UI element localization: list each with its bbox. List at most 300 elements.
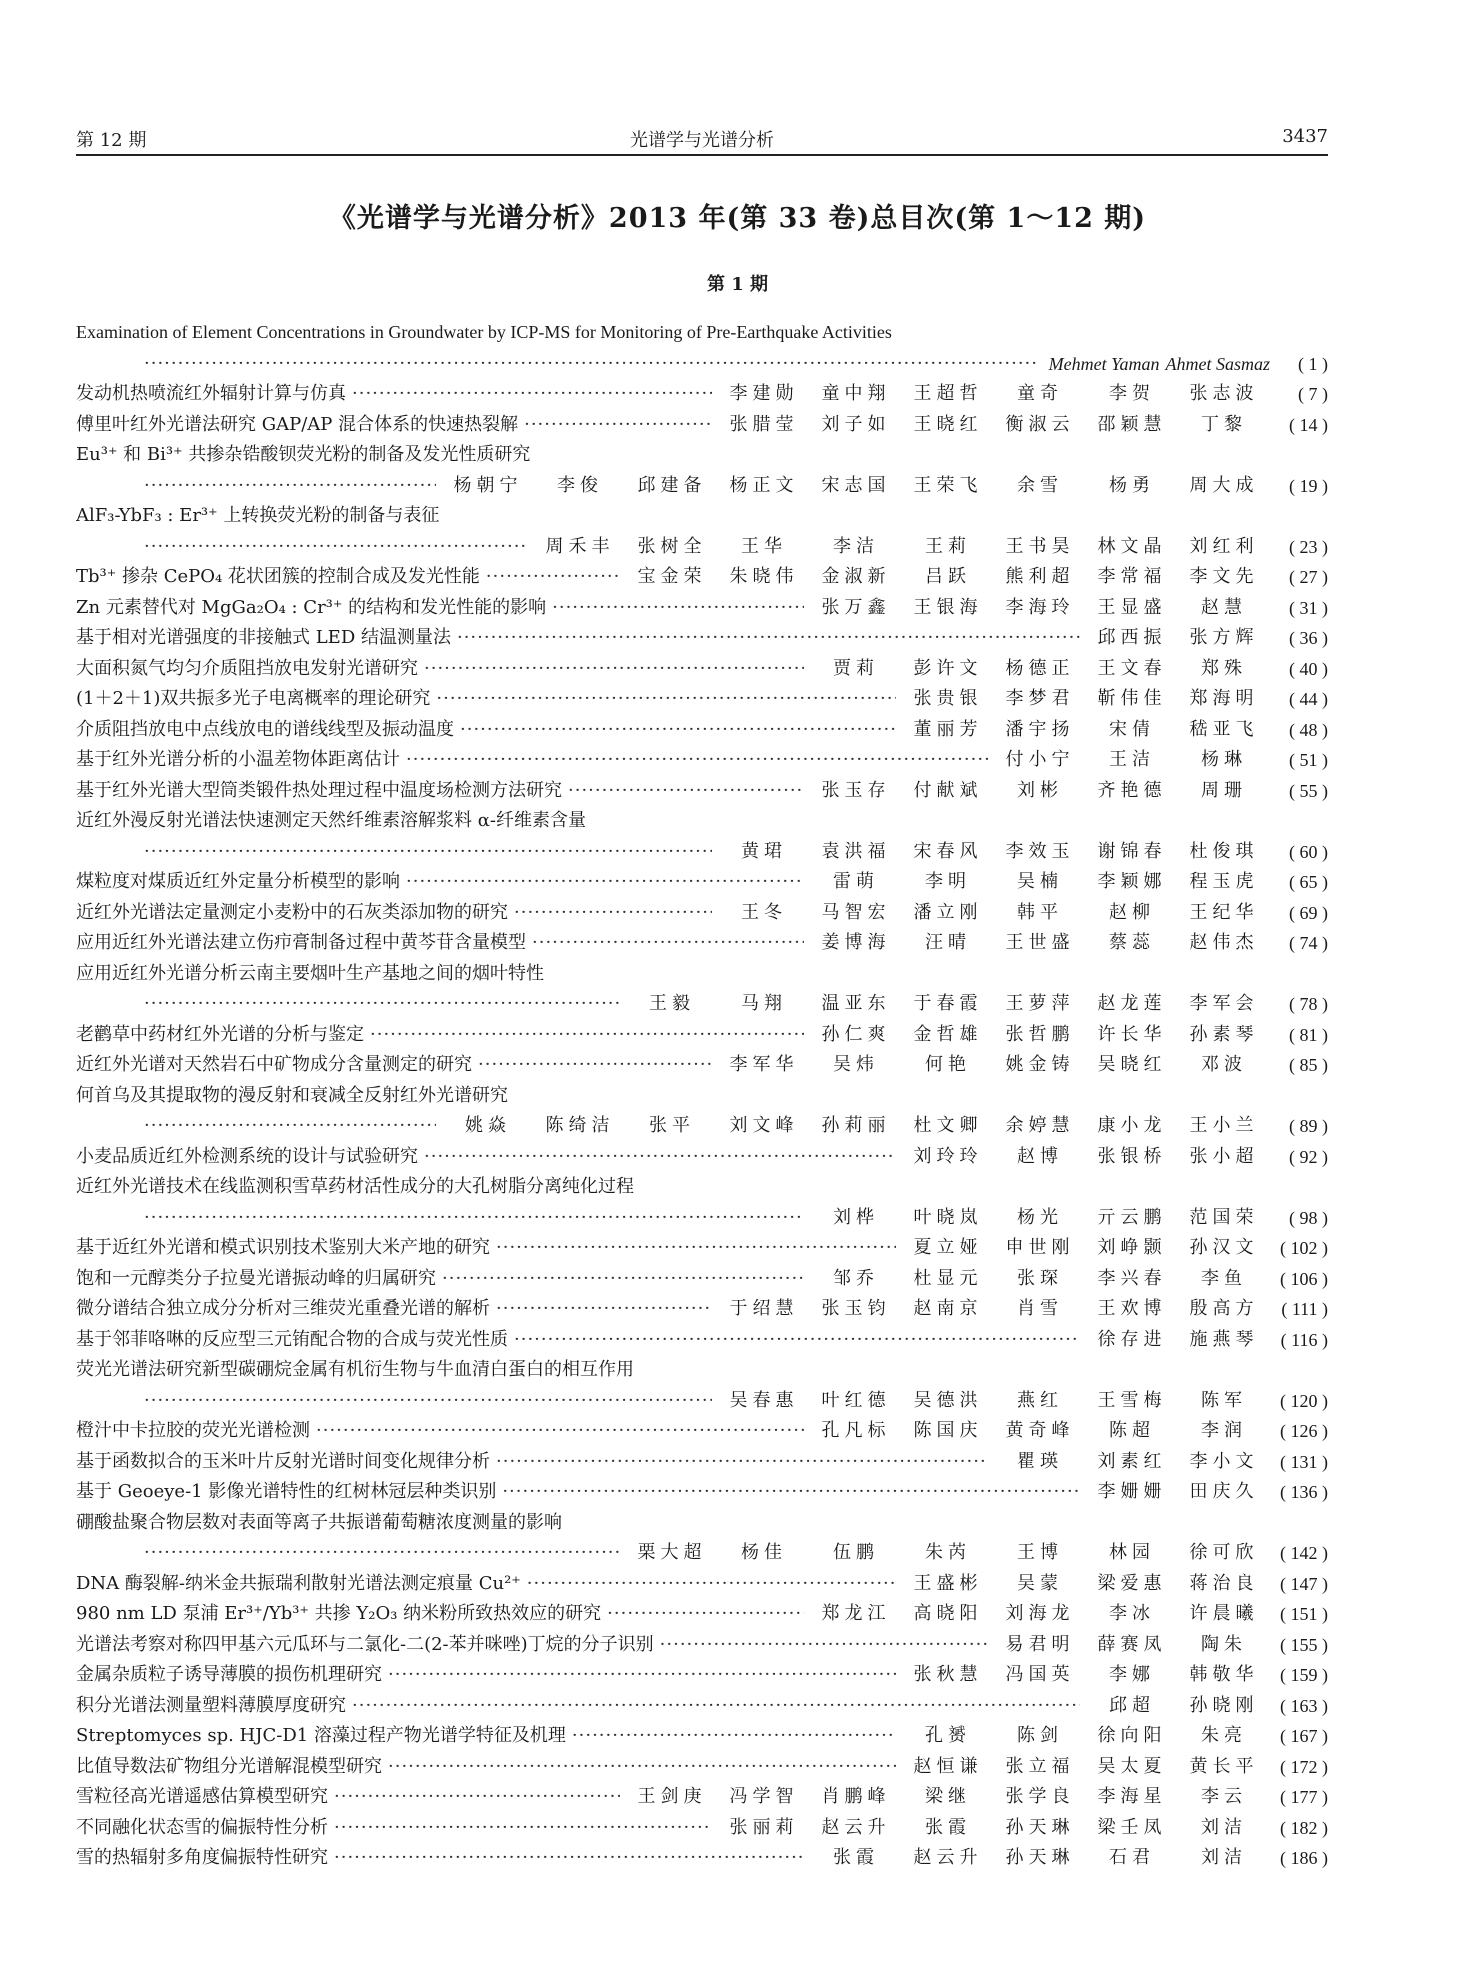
entry-title: 近红外光谱技术在线监测积雪草药材活性成分的大孔树脂分离纯化过程: [76, 1176, 634, 1197]
author-name: 赵恒谦: [913, 1755, 983, 1777]
entry-page: ( 92 ): [1289, 1146, 1328, 1167]
author-name: 刘彬: [1017, 779, 1063, 801]
toc-entry[interactable]: [76, 1569, 1328, 1600]
toc-entry[interactable]: [76, 501, 1328, 562]
author-name: 郑龙江: [821, 1603, 891, 1624]
toc-entry[interactable]: [76, 623, 1328, 654]
author-name: 丁黎: [1201, 413, 1247, 435]
toc-entry[interactable]: [76, 1264, 1328, 1295]
author-name: 张丽莉: [729, 1816, 799, 1838]
author-name: 张小超: [1189, 1145, 1259, 1167]
author-name: 叶红德: [821, 1389, 891, 1411]
entry-authors: [994, 1630, 1270, 1661]
toc-entry[interactable]: [76, 379, 1328, 410]
author-name: 张腊莹: [729, 413, 799, 435]
entry-authors: [1086, 1691, 1270, 1722]
author-name: 田庆久: [1189, 1481, 1259, 1502]
leader-dots: [424, 1142, 896, 1173]
entry-page: ( 27 ): [1289, 567, 1328, 587]
author-name: 刘海龙: [1005, 1603, 1075, 1624]
entry-authors: [810, 1203, 1270, 1234]
author-name: 陈绮洁: [545, 1115, 615, 1136]
author-name: 吴炜: [833, 1054, 879, 1075]
author-name: 姚金铸: [1005, 1054, 1075, 1075]
author-name: 杨正文: [729, 474, 799, 496]
author-name: 杨佳: [741, 1542, 787, 1563]
leader-dots: [144, 532, 528, 563]
entry-page: ( 136 ): [1280, 1482, 1328, 1502]
author-name: 李兴春: [1097, 1267, 1167, 1289]
leader-dots: [568, 776, 804, 807]
leader-dots: [144, 1386, 712, 1417]
toc-entry[interactable]: [76, 1325, 1328, 1356]
entry-title: 光谱法考察对称四甲基六元瓜环与二氯化-二(2-苯并咪唑)丁烷的分子识别: [76, 1633, 654, 1655]
entry-page: ( 69 ): [1289, 902, 1328, 923]
toc-entry[interactable]: [76, 1355, 1328, 1416]
author-name: 贾莉: [833, 657, 879, 679]
author-name: 孙天琳: [1005, 1847, 1075, 1868]
author-name: 张立福: [1005, 1755, 1075, 1777]
toc-entry[interactable]: [76, 1813, 1328, 1844]
author-name: 金淑新: [821, 566, 891, 587]
author-name: 杨朝宁: [453, 474, 523, 496]
author-name: 熊利超: [1005, 566, 1075, 587]
entry-title: DNA 酶裂解-纳米金共振瑞利散射光谱法测定痕量 Cu²⁺: [76, 1572, 521, 1594]
author-name: 张银桥: [1097, 1145, 1167, 1167]
entry-title: 近红外光谱对天然岩石中矿物成分含量测定的研究: [76, 1054, 472, 1075]
author-name: 黄珺: [741, 840, 787, 862]
author-name: 王文春: [1097, 657, 1167, 679]
entry-authors: [994, 745, 1270, 776]
author-name: 李军会: [1189, 993, 1259, 1014]
author-name: 靳伟佳: [1097, 688, 1167, 709]
author-name: 李明: [925, 871, 971, 892]
entry-authors: [810, 593, 1270, 624]
entry-authors: [442, 1111, 1270, 1142]
author-name: 余婷慧: [1005, 1115, 1075, 1136]
author-name: 杨勇: [1109, 474, 1155, 496]
author-name: 付小宁: [1005, 749, 1075, 770]
leader-dots: [144, 837, 712, 868]
toc-entry[interactable]: [76, 1416, 1328, 1447]
entry-authors: [1086, 1477, 1270, 1508]
entry-title: 何首乌及其提取物的漫反射和衰减全反射红外光谱研究: [76, 1084, 508, 1106]
author-name: 王冬: [741, 901, 787, 923]
toc-entry[interactable]: [76, 1447, 1328, 1478]
entry-title: 基于红外光谱分析的小温差物体距离估计: [76, 749, 400, 770]
author-name: 易君明: [1005, 1633, 1075, 1655]
author-name: 张志波: [1189, 383, 1259, 404]
author-name: 李梦君: [1005, 688, 1075, 709]
author-name: 孙晓刚: [1189, 1694, 1259, 1716]
entry-authors: [718, 410, 1270, 441]
entry-page: ( 55 ): [1289, 780, 1328, 801]
entry-authors: [902, 1660, 1270, 1691]
author-name: 李建勋: [729, 383, 799, 404]
author-name: 王纪华: [1189, 901, 1259, 923]
toc-entry[interactable]: [76, 1599, 1328, 1630]
author-name: 朱晓伟: [729, 566, 799, 587]
author-name: 于绍慧: [729, 1298, 799, 1319]
author-name: 王盛彬: [913, 1572, 983, 1594]
author-name: 张贵银: [913, 688, 983, 709]
entry-title: 近红外光谱法定量测定小麦粉中的石灰类添加物的研究: [76, 901, 508, 923]
author-name: 刘素红: [1097, 1450, 1167, 1472]
entry-page: ( 167 ): [1280, 1726, 1328, 1746]
author-name: 潘立刚: [913, 901, 983, 923]
author-name: 吴晓红: [1097, 1054, 1167, 1075]
author-name: 杜俊琪: [1189, 840, 1259, 862]
author-name: 余雪: [1017, 474, 1063, 496]
entry-page: ( 51 ): [1289, 750, 1328, 770]
author-name: 李小文: [1189, 1450, 1259, 1472]
author-name: 邱超: [1109, 1694, 1155, 1716]
page-number: 3437: [1282, 126, 1328, 147]
entry-page: ( 151 ): [1280, 1604, 1328, 1624]
author-name: 刘洁: [1201, 1847, 1247, 1868]
author-name: 王超哲: [913, 383, 983, 404]
author-name: 陈军: [1201, 1389, 1247, 1411]
entry-page: ( 36 ): [1289, 628, 1328, 648]
author-name: 李颖娜: [1097, 871, 1167, 892]
author-name: 郑海明: [1189, 688, 1259, 709]
entry-authors: [810, 1416, 1270, 1447]
author-name: 付献斌: [913, 779, 983, 801]
toc-entry[interactable]: [76, 898, 1328, 929]
author-name: 陈国庆: [913, 1420, 983, 1441]
author-name: 马智宏: [821, 901, 891, 923]
entry-page: ( 142 ): [1280, 1543, 1328, 1563]
entry-title: 基于红外光谱大型筒类锻件热处理过程中温度场检测方法研究: [76, 779, 562, 801]
entry-authors: [1086, 1325, 1270, 1356]
author-name: 王雪梅: [1097, 1389, 1167, 1411]
toc-entry[interactable]: [76, 806, 1328, 867]
toc-entry[interactable]: [76, 1172, 1328, 1233]
toc-entry[interactable]: [76, 1508, 1328, 1569]
entry-authors: [902, 1752, 1270, 1783]
author-name: 孙天琳: [1005, 1816, 1075, 1838]
toc-entry[interactable]: [76, 928, 1328, 959]
author-name: 王剑庚: [637, 1786, 707, 1807]
author-name: 李冰: [1109, 1603, 1155, 1624]
entry-authors: [718, 1050, 1270, 1081]
leader-dots: [370, 1020, 804, 1051]
entry-page: ( 131 ): [1280, 1451, 1328, 1472]
toc-entry[interactable]: [76, 562, 1328, 593]
author-name: 何艳: [925, 1054, 971, 1075]
leader-dots: [406, 745, 988, 776]
entry-title: 基于 Geoeye-1 影像光谱特性的红树林冠层种类识别: [76, 1481, 497, 1502]
author-name: 姜博海: [821, 932, 891, 953]
leader-dots: [607, 1599, 804, 1630]
entry-authors: [810, 867, 1270, 898]
entry-title: 基于函数拟合的玉米叶片反射光谱时间变化规律分析: [76, 1450, 490, 1472]
author-name: 周大成: [1189, 474, 1259, 496]
author-name: 王显盛: [1097, 596, 1167, 618]
toc-entry[interactable]: [76, 440, 1328, 501]
author-name: 李娜: [1109, 1664, 1155, 1685]
author-name: 孔凡标: [821, 1420, 891, 1441]
leader-dots: [144, 1538, 620, 1569]
issue-number: 第 12 期: [76, 130, 147, 151]
toc-entry[interactable]: [76, 1721, 1328, 1752]
author-name: 赵云升: [821, 1816, 891, 1838]
author-name: 黄长平: [1189, 1755, 1259, 1777]
leader-dots: [514, 898, 712, 929]
author-name: 李润: [1201, 1420, 1247, 1441]
author-name: 刘峥颢: [1097, 1237, 1167, 1258]
toc-entry[interactable]: [76, 745, 1328, 776]
entry-page: ( 1 ): [1298, 353, 1328, 374]
author-name: 刘红利: [1189, 535, 1259, 557]
author-name: 张秋慧: [913, 1664, 983, 1685]
author-name: 张霞: [925, 1816, 971, 1838]
leader-dots: [144, 471, 436, 502]
leader-dots: [552, 593, 804, 624]
entry-title: 小麦品质近红外检测系统的设计与试验研究: [76, 1145, 418, 1167]
author-name: 梁爱惠: [1097, 1572, 1167, 1594]
entry-title: 荧光光谱法研究新型碳硼烷金属有机衍生物与牛血清白蛋白的相互作用: [76, 1359, 634, 1380]
toc-entry[interactable]: [76, 1752, 1328, 1783]
toc-entry[interactable]: [76, 1020, 1328, 1051]
running-header: [76, 118, 1328, 156]
author-name: 邓波: [1201, 1054, 1247, 1075]
author-name: 刘洁: [1201, 1816, 1247, 1838]
author-name: 林文晶: [1097, 535, 1167, 557]
toc-entry[interactable]: [76, 684, 1328, 715]
author-name: 李文先: [1189, 566, 1259, 587]
entry-authors: [902, 684, 1270, 715]
author-name: 赵云升: [913, 1847, 983, 1868]
entry-page: ( 44 ): [1289, 689, 1328, 709]
entry-title: 饱和一元醇类分子拉曼光谱振动峰的归属研究: [76, 1267, 436, 1289]
toc-entry[interactable]: [76, 317, 1328, 379]
author-name: 周珊: [1201, 779, 1247, 801]
author-name: 刘子如: [821, 413, 891, 435]
entry-page: ( 172 ): [1280, 1756, 1328, 1777]
entry-page: ( 40 ): [1289, 658, 1328, 679]
author-name: 李海星: [1097, 1786, 1167, 1807]
author-name: 齐艳德: [1097, 779, 1167, 801]
entry-title: 980 nm LD 泵浦 Er³⁺/Yb³⁺ 共掺 Y₂O₃ 纳米粉所致热效应的研究: [76, 1603, 602, 1624]
leader-dots: [572, 1721, 896, 1752]
entry-title: 发动机热喷流红外辐射计算与仿真: [76, 383, 346, 404]
toc-entry[interactable]: [76, 654, 1328, 685]
author-name: 邹乔: [833, 1267, 879, 1289]
toc-entry[interactable]: [76, 776, 1328, 807]
entry-authors: [810, 928, 1270, 959]
author-name: 邵颖慧: [1097, 413, 1167, 435]
entry-page: ( 78 ): [1289, 994, 1328, 1014]
author-name: 孙仁爽: [821, 1023, 891, 1045]
author-name: 杜显元: [913, 1267, 983, 1289]
author-name: 刘文峰: [729, 1115, 799, 1136]
leader-dots: [436, 684, 896, 715]
entry-title: 基于近红外光谱和模式识别技术鉴别大米产地的研究: [76, 1237, 490, 1258]
toc-entry[interactable]: [76, 1233, 1328, 1264]
entry-authors: [534, 532, 1270, 563]
leader-dots: [460, 715, 896, 746]
leader-dots: [532, 928, 804, 959]
entry-authors: [902, 1721, 1270, 1752]
author-name: 王荣飞: [913, 474, 983, 496]
author-name: 张树全: [637, 535, 707, 557]
author-name: 张学良: [1005, 1786, 1075, 1807]
entry-page: ( 159 ): [1280, 1665, 1328, 1685]
entry-title: Tb³⁺ 掺杂 CePO₄ 花状团簇的控制合成及发光性能: [76, 566, 480, 587]
leader-dots: [457, 623, 1080, 654]
author-name: 宋倩: [1109, 718, 1155, 740]
entry-page: ( 155 ): [1280, 1634, 1328, 1655]
toc-entry[interactable]: [76, 1630, 1328, 1661]
entry-authors: [902, 715, 1270, 746]
author-name: 嵇亚飞: [1189, 718, 1259, 740]
entry-page: ( 111 ): [1281, 1299, 1328, 1319]
author-name: 赵慧: [1201, 596, 1247, 618]
entry-page: ( 65 ): [1289, 872, 1328, 892]
entry-title: 应用近红外光谱法建立伤疖膏制备过程中黄芩苷含量模型: [76, 932, 526, 953]
author-name: 吴蒙: [1017, 1572, 1063, 1594]
toc-entry[interactable]: [76, 1843, 1328, 1874]
author-name: 周禾丰: [545, 535, 615, 557]
leader-dots: [442, 1264, 804, 1295]
author-name: 陈剑: [1017, 1725, 1063, 1746]
author-name: 李军华: [729, 1054, 799, 1075]
author-name: 徐向阳: [1097, 1725, 1167, 1746]
leader-dots: [406, 867, 804, 898]
author-name: Mehmet Yaman: [1048, 353, 1160, 374]
author-name: 朱芮: [925, 1542, 971, 1563]
author-name: 吴楠: [1017, 871, 1063, 892]
entry-title: 硼酸盐聚合物层数对表面等离子共振谱葡萄糖浓度测量的影响: [76, 1511, 562, 1533]
author-name: 宋春风: [913, 840, 983, 862]
toc-entry[interactable]: [76, 715, 1328, 746]
author-name: 张哲鹏: [1005, 1023, 1075, 1045]
author-name: 栗大超: [637, 1542, 707, 1563]
leader-dots: [144, 1111, 436, 1142]
toc-entry[interactable]: [76, 1081, 1328, 1142]
leader-dots: [502, 1477, 1080, 1508]
author-name: 吴春惠: [729, 1389, 799, 1411]
author-name: 朱亮: [1201, 1725, 1247, 1746]
author-name: 梁壬凤: [1097, 1816, 1167, 1838]
entry-page: ( 102 ): [1280, 1238, 1328, 1258]
entry-page: ( 147 ): [1280, 1573, 1328, 1594]
entry-page: ( 23 ): [1289, 536, 1328, 557]
author-name: 程玉虎: [1189, 871, 1259, 892]
entry-authors: [810, 1264, 1270, 1295]
toc-entry[interactable]: [76, 1294, 1328, 1325]
entry-authors: [626, 1538, 1270, 1569]
author-name: 赵伟杰: [1189, 932, 1259, 953]
entry-title: 积分光谱法测量塑料薄膜厚度研究: [76, 1694, 346, 1716]
leader-dots: [334, 1782, 620, 1813]
entry-authors: [902, 1569, 1270, 1600]
toc-entry[interactable]: [76, 1782, 1328, 1813]
author-name: 杨德正: [1005, 657, 1075, 679]
author-name: 杜文卿: [913, 1115, 983, 1136]
author-name: 马翔: [741, 993, 787, 1014]
entry-page: ( 120 ): [1280, 1390, 1328, 1411]
author-name: 瞿瑛: [1017, 1450, 1063, 1472]
author-name: 林园: [1109, 1542, 1155, 1563]
author-name: 张琛: [1017, 1267, 1063, 1289]
leader-dots: [486, 562, 620, 593]
author-name: 陈超: [1109, 1420, 1155, 1441]
toc-entry[interactable]: [76, 1477, 1328, 1508]
author-name: 蔡蕊: [1109, 932, 1155, 953]
author-name: 郑殊: [1201, 657, 1247, 679]
author-name: 肖鹏峰: [821, 1786, 891, 1807]
toc-entry[interactable]: [76, 593, 1328, 624]
entry-authors: [718, 379, 1270, 410]
leader-dots: [496, 1447, 988, 1478]
author-name: 彭许文: [913, 657, 983, 679]
author-name: 亓云鹏: [1097, 1206, 1167, 1228]
entry-page: ( 60 ): [1289, 841, 1328, 862]
leader-dots: [316, 1416, 804, 1447]
author-name: 李海玲: [1005, 596, 1075, 618]
author-name: 宋志国: [821, 474, 891, 496]
toc-entry[interactable]: [76, 1050, 1328, 1081]
entry-title: 介质阻挡放电中点线放电的谱线线型及振动温度: [76, 718, 454, 740]
author-name: 王洁: [1109, 749, 1155, 770]
entry-authors: [626, 1782, 1270, 1813]
author-name: 王华: [741, 535, 787, 557]
author-name: 赵南京: [913, 1298, 983, 1319]
author-name: 冯学智: [729, 1786, 799, 1807]
author-name: 蒋治良: [1189, 1572, 1259, 1594]
author-name: 韩敬华: [1189, 1664, 1259, 1685]
page-title: 《光谱学与光谱分析》2013 年(第 33 卷)总目次(第 1～12 期): [328, 203, 1147, 234]
entry-authors: [994, 1447, 1270, 1478]
entry-page: ( 89 ): [1289, 1116, 1328, 1136]
author-name: 夏立娅: [913, 1237, 983, 1258]
toc-entry[interactable]: [76, 410, 1328, 441]
author-name: 潘宇扬: [1005, 718, 1075, 740]
toc-entry[interactable]: [76, 1660, 1328, 1691]
author-name: 童奇: [1017, 383, 1063, 404]
toc-entry[interactable]: [76, 1142, 1328, 1173]
journal-name: 光谱学与光谱分析: [630, 130, 774, 151]
author-name: 赵博: [1017, 1145, 1063, 1167]
toc-entry[interactable]: [76, 867, 1328, 898]
entry-title: 煤粒度对煤质近红外定量分析模型的影响: [76, 871, 400, 892]
author-name: 殷高方: [1189, 1298, 1259, 1319]
author-name: 王世盛: [1005, 932, 1075, 953]
leader-dots: [388, 1752, 896, 1783]
entry-authors: [718, 1294, 1270, 1325]
entry-title: 金属杂质粒子诱导薄膜的损伤机理研究: [76, 1664, 382, 1685]
entry-title: (1＋2＋1)双共振多光子电离概率的理论研究: [76, 688, 431, 709]
author-name: 姚焱: [465, 1115, 511, 1136]
entry-authors: [902, 1142, 1270, 1173]
author-name: 李鱼: [1201, 1267, 1247, 1289]
author-name: 吴太夏: [1097, 1755, 1167, 1777]
author-name: 许晨曦: [1189, 1603, 1259, 1624]
author-name: 孙汉文: [1189, 1237, 1259, 1258]
toc-entry[interactable]: [76, 1691, 1328, 1722]
toc-entry[interactable]: [76, 959, 1328, 1020]
author-name: 王银海: [913, 596, 983, 618]
entry-title: 雪的热辐射多角度偏振特性研究: [76, 1847, 328, 1868]
entry-title: 微分谱结合独立成分分析对三维荧光重叠光谱的解析: [76, 1298, 490, 1319]
entry-title: Examination of Element Concentrations in Groundwater by ICP-MS for Monitoring of Pre-Earthquake Activities: [76, 322, 892, 342]
entry-title: AlF₃-YbF₃ : Er³⁺ 上转换荧光粉的制备与表征: [76, 505, 440, 526]
entry-authors: [626, 989, 1270, 1020]
author-name: 李常福: [1097, 566, 1167, 587]
author-name: 申世刚: [1005, 1237, 1075, 1258]
